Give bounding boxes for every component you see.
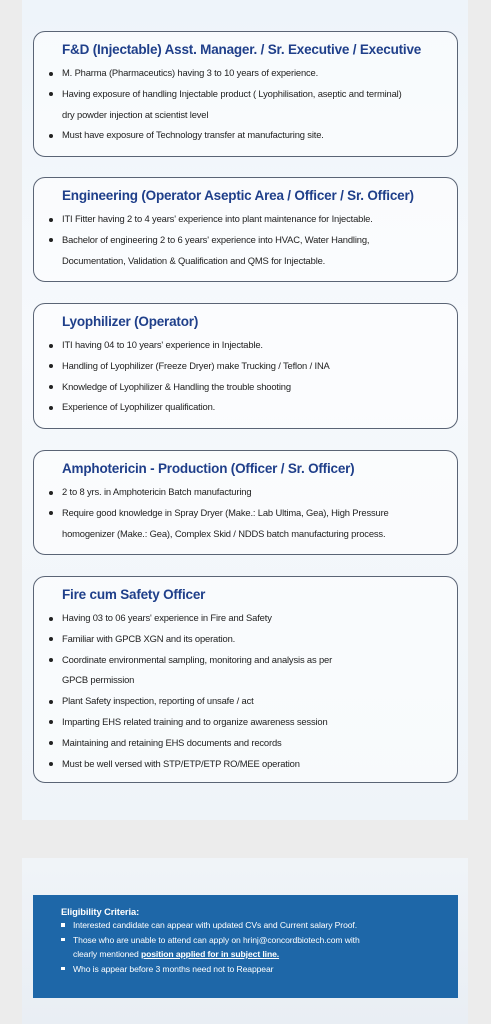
job-title: Lyophilizer (Operator) <box>62 314 199 329</box>
eligibility-item-continuation <box>61 947 446 962</box>
requirement-item: Must be well versed with STP/ETP/ETP RO/MEE operation <box>48 754 445 775</box>
eligibility-emphasis: position applied for in subject line. <box>140 949 280 959</box>
requirement-item-continuation: dry powder injection at scientist level <box>62 108 209 120</box>
requirement-item: M. Pharma (Pharmaceutics) having 3 to 10 years of experience. <box>48 63 445 84</box>
job-title: Fire cum Safety Officer <box>62 587 206 602</box>
requirement-item-continuation: Documentation, Validation & Qualification and QMS for Injectable. <box>62 254 326 266</box>
requirement-item: Maintaining and retaining EHS documents and records <box>48 733 445 754</box>
requirement-item-continuation: GPCB permission <box>62 674 135 686</box>
eligibility-title: Eligibility Criteria: <box>61 906 140 917</box>
job-card-fire-safety <box>33 576 458 783</box>
requirement-list <box>48 209 445 271</box>
requirement-item: Handling of Lyophilizer (Freeze Dryer) make Trucking / Teflon / INA <box>48 356 445 377</box>
job-title: Engineering (Operator Aseptic Area / Officer / Sr. Officer) <box>62 188 414 203</box>
requirement-item: 2 to 8 yrs. in Amphotericin Batch manufacturing <box>48 482 445 503</box>
job-card-engineering <box>33 177 458 282</box>
requirement-item: Coordinate environmental sampling, monitoring and analysis as per <box>48 650 445 671</box>
requirement-list <box>48 63 445 146</box>
requirement-list <box>48 335 445 418</box>
eligibility-item: Interested candidate can appear with updated CVs and Current salary Proof. <box>61 918 446 933</box>
eligibility-item: Those who are unable to attend can apply on hrinj@concordbiotech.com with <box>61 933 446 948</box>
requirement-item: ITI Fitter having 2 to 4 years' experience into plant maintenance for Injectable. <box>48 209 445 230</box>
job-title: F&D (Injectable) Asst. Manager. / Sr. Executive / Executive <box>62 42 422 57</box>
requirement-item: Bachelor of engineering 2 to 6 years' experience into HVAC, Water Handling, <box>48 230 445 251</box>
requirement-item: Must have exposure of Technology transfer at manufacturing site. <box>48 125 445 146</box>
requirement-list <box>48 482 445 544</box>
eligibility-item: Who is appear before 3 months need not to Reappear <box>61 962 446 977</box>
job-title: Amphotericin - Production (Officer / Sr. Officer) <box>62 461 355 476</box>
requirement-item: Knowledge of Lyophilizer & Handling the trouble shooting <box>48 377 445 398</box>
requirement-item: Experience of Lyophilizer qualification. <box>48 397 445 418</box>
requirement-list <box>48 608 445 774</box>
requirement-item: ITI having 04 to 10 years' experience in Injectable. <box>48 335 445 356</box>
eligibility-list <box>61 918 446 976</box>
requirement-item: Having 03 to 06 years' experience in Fire and Safety <box>48 608 445 629</box>
eligibility-text: clearly mentioned <box>73 949 141 959</box>
requirement-item: Familiar with GPCB XGN and its operation. <box>48 629 445 650</box>
job-card-lyophilizer <box>33 303 458 429</box>
requirement-item: Require good knowledge in Spray Dryer (Make.: Lab Ultima, Gea), High Pressure <box>48 503 445 524</box>
job-card-fd-injectable <box>33 31 458 157</box>
requirement-item: Imparting EHS related training and to organize awareness session <box>48 712 445 733</box>
eligibility-criteria-box <box>33 895 458 998</box>
requirement-item: Plant Safety inspection, reporting of unsafe / act <box>48 691 445 712</box>
job-card-amphotericin <box>33 450 458 555</box>
requirement-item: Having exposure of handling Injectable product ( Lyophilisation, aseptic and terminal) <box>48 84 445 105</box>
requirement-item-continuation: homogenizer (Make.: Gea), Complex Skid / NDDS batch manufacturing process. <box>62 527 386 539</box>
